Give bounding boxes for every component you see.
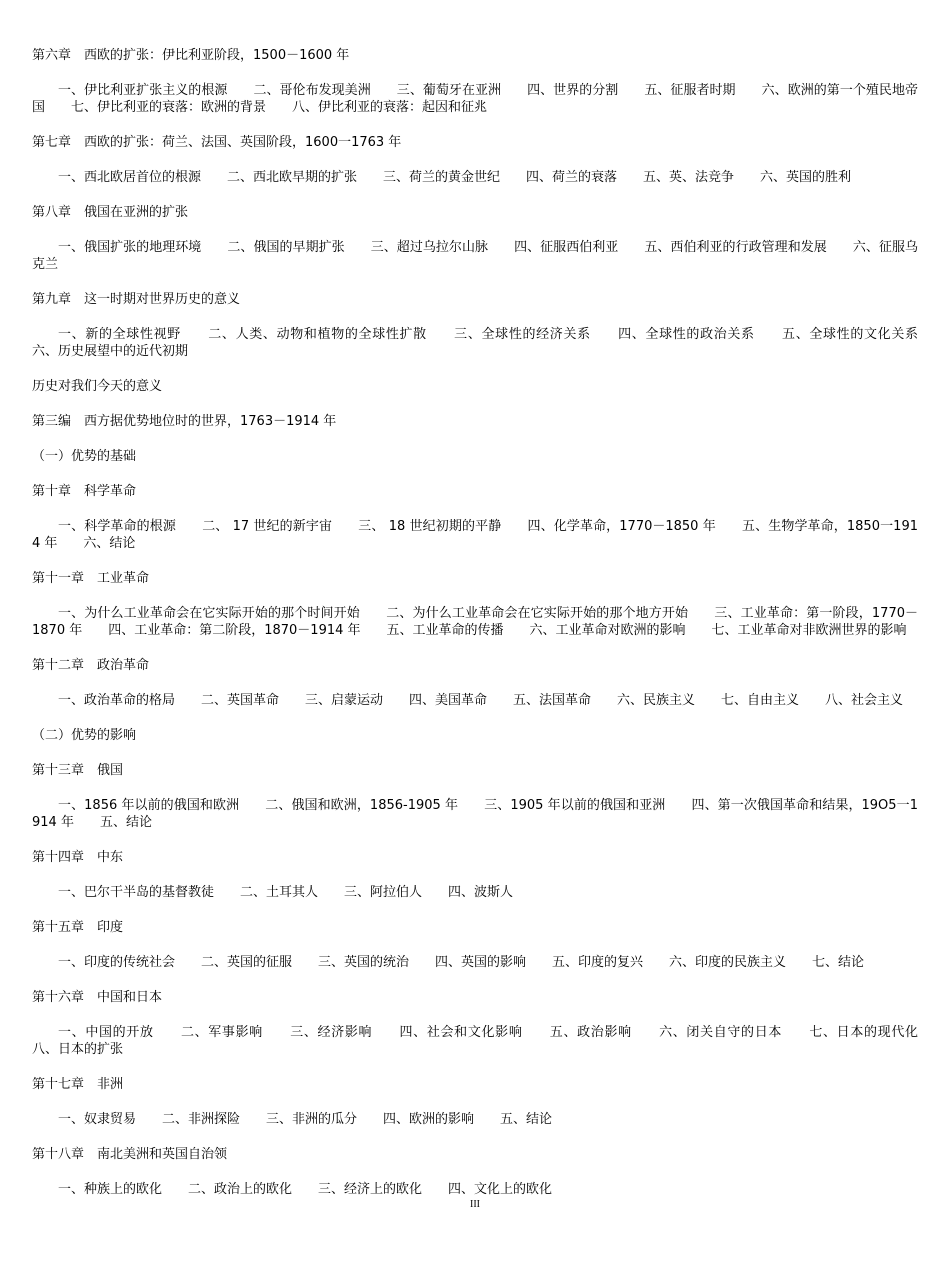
toc-entries: 一、1856 年以前的俄国和欧洲 二、俄国和欧洲，1856-1905 年 三、1905 年以前的俄国和亚洲 四、第一次俄国革命和结果，19O5一1914 年 五、结论 bbox=[32, 798, 918, 830]
section-heading: 第十五章 印度 bbox=[32, 920, 124, 935]
toc-entries: 一、为什么工业革命会在它实际开始的那个时间开始 二、为什么工业革命会在它实际开始的那个地方开始 三、工业革命：第一阶段，1770－1870 年 四、工业革命：第二阶段，1870－1914 年 五、工业革命的传播 六、工业革命对欧洲的影响 七、工业革命对非欧洲世界的影响 bbox=[32, 606, 918, 638]
section-heading: 第九章 这一时期对世界历史的意义 bbox=[32, 292, 241, 307]
toc-entries: 一、俄国扩张的地理环境 二、俄国的早期扩张 三、超过乌拉尔山脉 四、征服西伯利亚 五、西伯利亚的行政管理和发展 六、征服乌克兰 bbox=[32, 240, 918, 272]
toc-entries: 一、西北欧居首位的根源 二、西北欧早期的扩张 三、荷兰的黄金世纪 四、荷兰的衰落 五、英、法竞争 六、英国的胜利 bbox=[58, 170, 852, 185]
section-heading: 历史对我们今天的意义 bbox=[32, 379, 163, 394]
toc-entries: 一、奴隶贸易 二、非洲探险 三、非洲的瓜分 四、欧洲的影响 五、结论 bbox=[58, 1112, 553, 1127]
section-heading: （一）优势的基础 bbox=[32, 449, 137, 464]
section-heading: 第十六章 中国和日本 bbox=[32, 990, 163, 1005]
toc-entries: 一、种族上的欧化 二、政治上的欧化 三、经济上的欧化 四、文化上的欧化 bbox=[58, 1182, 553, 1197]
toc-entries: 一、新的全球性视野 二、人类、动物和植物的全球性扩散 三、全球性的经济关系 四、全球性的政治关系 五、全球性的文化关系 六、历史展望中的近代初期 bbox=[32, 327, 945, 359]
section-heading: （二）优势的影响 bbox=[32, 728, 137, 743]
section-heading: 第十二章 政治革命 bbox=[32, 658, 150, 673]
section-heading: 第十八章 南北美洲和英国自治领 bbox=[32, 1147, 228, 1162]
section-heading: 第十三章 俄国 bbox=[32, 763, 124, 778]
toc-entries: 一、政治革命的格局 二、英国革命 三、启蒙运动 四、美国革命 五、法国革命 六、民族主义 七、自由主义 八、社会主义 bbox=[58, 693, 904, 708]
section-heading: 第十四章 中东 bbox=[32, 850, 124, 865]
page-number: III bbox=[470, 1199, 480, 1210]
toc-entries: 一、中国的开放 二、军事影响 三、经济影响 四、社会和文化影响 五、政治影响 六、闭关自守的日本 七、日本的现代化 八、日本的扩张 bbox=[32, 1025, 945, 1057]
section-heading: 第十章 科学革命 bbox=[32, 484, 137, 499]
toc-entries: 一、科学革命的根源 二、 17 世纪的新宇宙 三、 18 世纪初期的平静 四、化学革命，1770－1850 年 五、生物学革命，1850一1914 年 六、结论 bbox=[32, 519, 918, 551]
section-heading: 第十七章 非洲 bbox=[32, 1077, 124, 1092]
document-page bbox=[32, 47, 945, 1216]
section-heading: 第八章 俄国在亚洲的扩张 bbox=[32, 205, 189, 220]
section-heading: 第十一章 工业革命 bbox=[32, 571, 150, 586]
toc-entries: 一、印度的传统社会 二、英国的征服 三、英国的统治 四、英国的影响 五、印度的复兴 六、印度的民族主义 七、结论 bbox=[58, 955, 865, 970]
section-heading: 第六章 西欧的扩张：伊比利亚阶段，1500－1600 年 bbox=[32, 48, 350, 63]
toc-entries: 一、巴尔干半岛的基督教徒 二、土耳其人 三、阿拉伯人 四、波斯人 bbox=[58, 885, 514, 900]
toc-entries: 一、伊比利亚扩张主义的根源 二、哥伦布发现美洲 三、葡萄牙在亚洲 四、世界的分割 五、征服者时期 六、欧洲的第一个殖民地帝国 七、伊比利亚的衰落：欧洲的背景 八、伊比利亚的衰落：起因和征兆 bbox=[32, 83, 918, 115]
section-heading: 第七章 西欧的扩张：荷兰、法国、英国阶段，1600一1763 年 bbox=[32, 135, 402, 150]
section-heading: 第三编 西方据优势地位时的世界，1763－1914 年 bbox=[32, 414, 337, 429]
